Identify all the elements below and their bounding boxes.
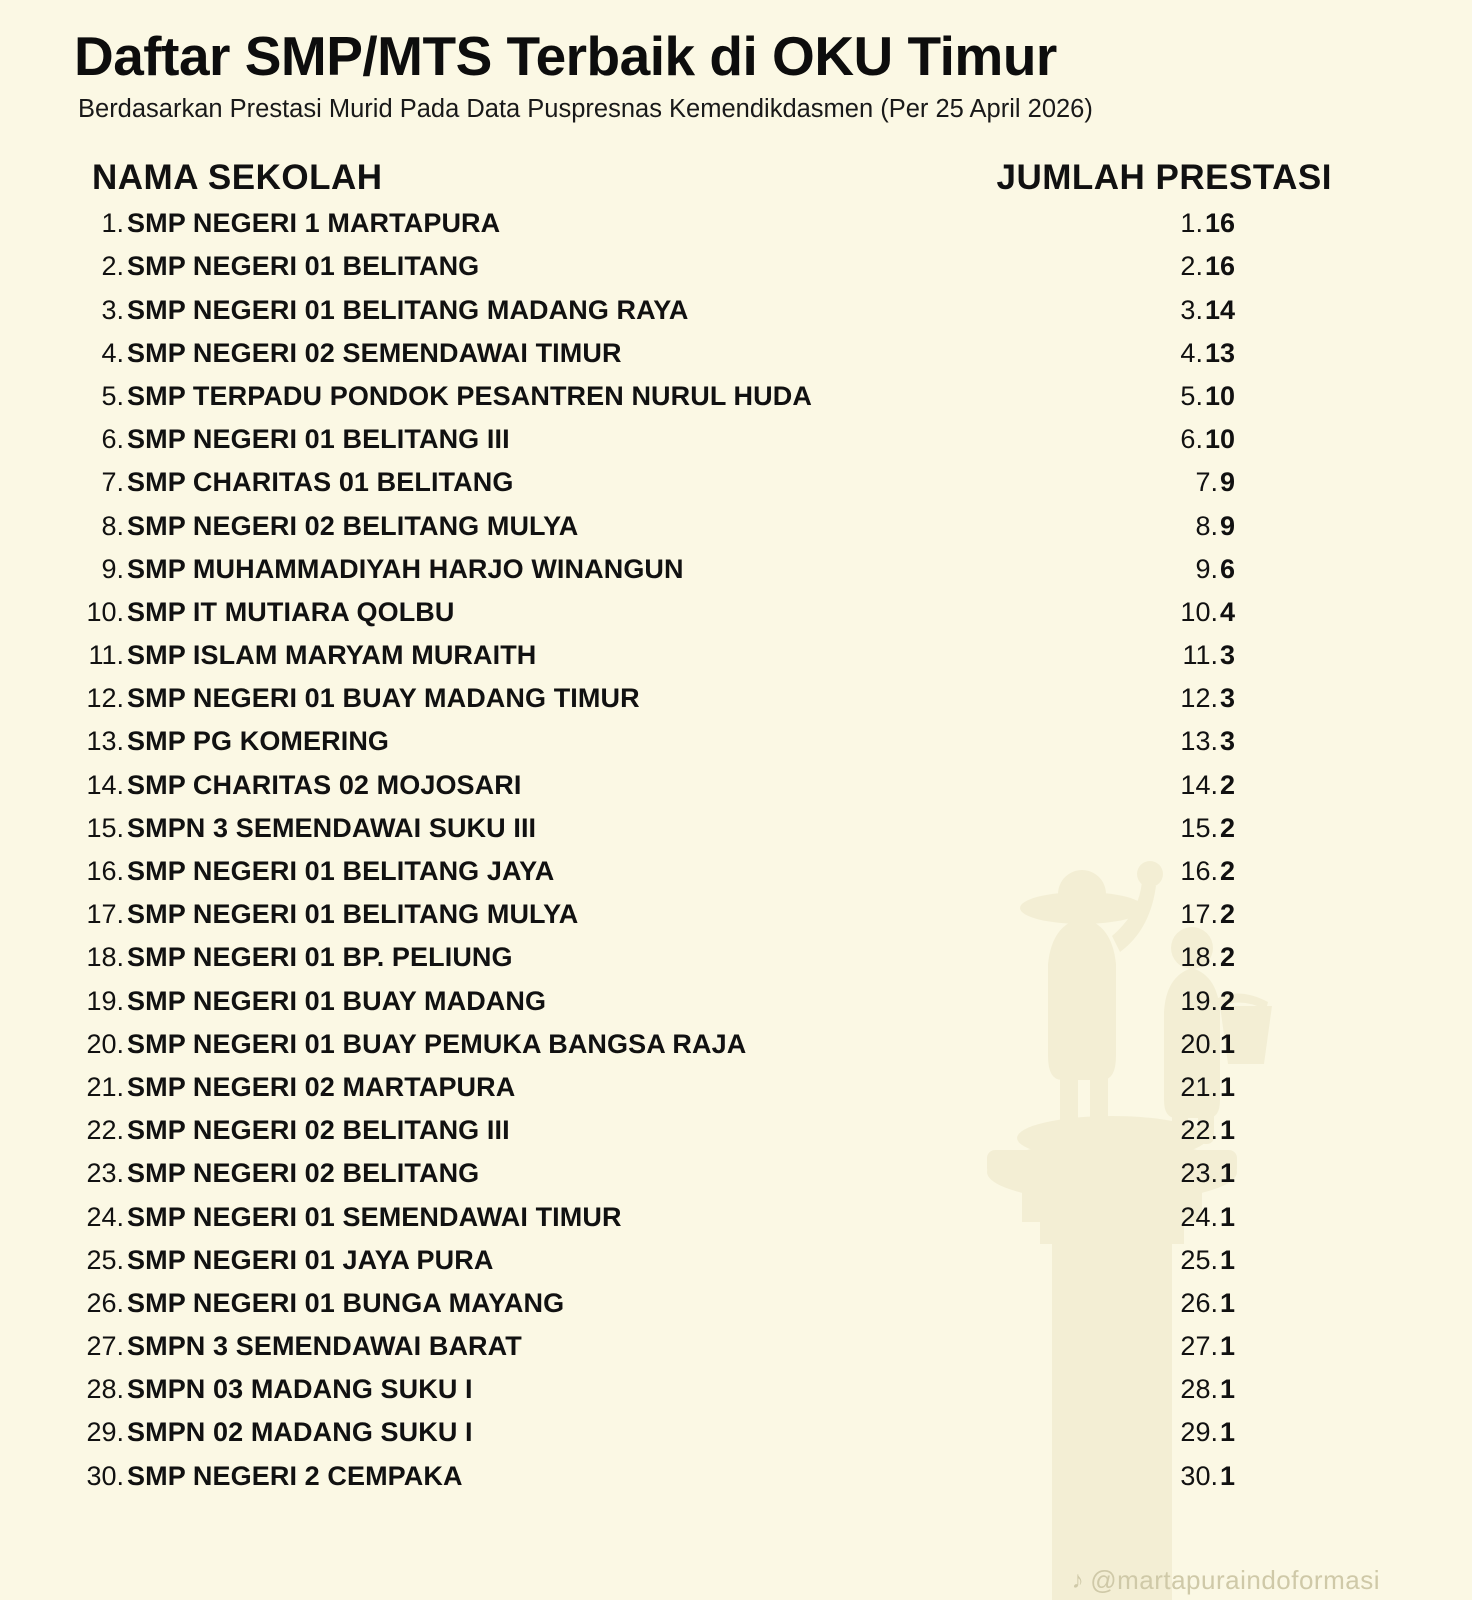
row-rank-right: 2. bbox=[1180, 251, 1203, 282]
row-school-name: SMPN 02 MADANG SUKU I bbox=[127, 1417, 473, 1448]
row-count-cell bbox=[1125, 899, 1235, 930]
row-rank-right: 22. bbox=[1180, 1115, 1218, 1146]
row-rank: 7. bbox=[101, 467, 124, 498]
row-rank-right: 14. bbox=[1180, 769, 1218, 800]
table-row bbox=[52, 1158, 1420, 1201]
row-rank-right: 6. bbox=[1180, 424, 1203, 455]
table-row bbox=[52, 424, 1420, 467]
row-rank: 9. bbox=[101, 553, 124, 584]
table-row bbox=[52, 640, 1420, 683]
row-rank: 30. bbox=[86, 1460, 124, 1491]
row-school-name: SMP NEGERI 01 SEMENDAWAI TIMUR bbox=[127, 1201, 622, 1232]
row-achievement-count: 1 bbox=[1219, 1460, 1235, 1491]
row-achievement-count: 9 bbox=[1219, 467, 1235, 498]
row-count-cell bbox=[1125, 338, 1235, 369]
row-count-cell bbox=[1125, 295, 1235, 326]
row-school-name: SMP NEGERI 01 BUAY MADANG TIMUR bbox=[127, 683, 640, 714]
row-rank: 8. bbox=[101, 510, 124, 541]
row-rank: 16. bbox=[86, 856, 124, 886]
row-achievement-count: 1 bbox=[1219, 1158, 1235, 1189]
row-rank-right: 16. bbox=[1180, 856, 1218, 886]
row-count-cell bbox=[1125, 770, 1235, 801]
row-school-name: SMP NEGERI 01 BUAY MADANG bbox=[127, 985, 547, 1016]
row-count-cell bbox=[1125, 726, 1235, 757]
row-rank-right: 27. bbox=[1180, 1331, 1218, 1362]
row-school-name: SMP NEGERI 01 BUAY PEMUKA BANGSA RAJA bbox=[127, 1028, 747, 1059]
row-rank-right: 29. bbox=[1180, 1417, 1218, 1448]
row-rank-right: 3. bbox=[1180, 294, 1203, 325]
row-rank: 19. bbox=[86, 985, 124, 1016]
row-school-name: SMP NEGERI 2 CEMPAKA bbox=[127, 1460, 463, 1491]
table-row bbox=[52, 338, 1420, 381]
row-school-name: SMP NEGERI 02 SEMENDAWAI TIMUR bbox=[127, 337, 622, 368]
row-count-cell bbox=[1125, 511, 1235, 542]
row-count-cell bbox=[1125, 1158, 1235, 1189]
row-school-name: SMPN 3 SEMENDAWAI SUKU III bbox=[127, 812, 537, 843]
row-school-name: SMP NEGERI 02 MARTAPURA bbox=[127, 1071, 516, 1102]
row-rank: 14. bbox=[86, 769, 124, 800]
row-rank: 13. bbox=[86, 726, 124, 757]
row-count-cell bbox=[1125, 640, 1235, 671]
row-rank: 15. bbox=[86, 812, 124, 843]
row-rank-right: 23. bbox=[1180, 1158, 1218, 1189]
row-school-name: SMP CHARITAS 02 MOJOSARI bbox=[127, 769, 522, 800]
row-count-cell bbox=[1125, 942, 1235, 973]
row-achievement-count: 2 bbox=[1219, 812, 1235, 843]
row-school-name: SMP NEGERI 02 BELITANG bbox=[127, 1158, 480, 1189]
page-subtitle: Berdasarkan Prestasi Murid Pada Data Puspresnas Kemendikdasmen (Per 25 April 2026) bbox=[78, 94, 1093, 123]
row-count-cell bbox=[1125, 1331, 1235, 1362]
school-list bbox=[52, 208, 1420, 1504]
row-count-cell bbox=[1125, 1461, 1235, 1492]
row-rank-right: 4. bbox=[1180, 337, 1203, 368]
row-count-cell bbox=[1125, 813, 1235, 844]
row-achievement-count: 1 bbox=[1219, 1331, 1235, 1362]
row-rank-right: 26. bbox=[1180, 1287, 1218, 1318]
column-header-count: JUMLAH PRESTASI bbox=[996, 158, 1332, 198]
row-achievement-count: 14 bbox=[1204, 294, 1235, 325]
row-achievement-count: 1 bbox=[1219, 1244, 1235, 1275]
watermark-text: @martapuraindoformasi bbox=[1090, 1565, 1380, 1595]
row-rank: 5. bbox=[101, 380, 124, 411]
row-achievement-count: 4 bbox=[1219, 596, 1235, 627]
row-achievement-count: 1 bbox=[1219, 1071, 1235, 1102]
column-header-name: NAMA SEKOLAH bbox=[92, 158, 383, 198]
row-achievement-count: 16 bbox=[1204, 251, 1235, 282]
row-rank: 4. bbox=[101, 337, 124, 368]
row-count-cell bbox=[1125, 424, 1235, 455]
row-school-name: SMP NEGERI 1 MARTAPURA bbox=[127, 208, 501, 239]
row-rank-right: 21. bbox=[1180, 1071, 1218, 1102]
row-rank: 17. bbox=[86, 899, 124, 930]
row-count-cell bbox=[1125, 1245, 1235, 1276]
row-rank-right: 10. bbox=[1180, 596, 1218, 627]
row-achievement-count: 3 bbox=[1219, 683, 1235, 714]
row-rank: 2. bbox=[101, 251, 124, 282]
watermark bbox=[1072, 1565, 1380, 1596]
row-rank-right: 19. bbox=[1180, 985, 1218, 1016]
row-school-name: SMP PG KOMERING bbox=[127, 726, 390, 757]
row-count-cell bbox=[1125, 597, 1235, 628]
row-achievement-count: 1 bbox=[1219, 1115, 1235, 1146]
row-rank-right: 5. bbox=[1180, 380, 1203, 411]
table-row bbox=[52, 1245, 1420, 1288]
row-school-name: SMP NEGERI 01 BELITANG MULYA bbox=[127, 899, 579, 930]
row-achievement-count: 1 bbox=[1219, 1374, 1235, 1405]
row-rank-right: 9. bbox=[1195, 553, 1218, 584]
row-count-cell bbox=[1125, 683, 1235, 714]
table-row bbox=[52, 597, 1420, 640]
row-rank: 18. bbox=[86, 942, 124, 973]
row-school-name: SMP NEGERI 02 BELITANG III bbox=[127, 1115, 510, 1146]
table-row bbox=[52, 511, 1420, 554]
row-school-name: SMP CHARITAS 01 BELITANG bbox=[127, 467, 514, 498]
row-rank: 24. bbox=[86, 1201, 124, 1232]
row-rank: 23. bbox=[86, 1158, 124, 1189]
row-school-name: SMP IT MUTIARA QOLBU bbox=[127, 596, 455, 627]
row-achievement-count: 1 bbox=[1219, 1028, 1235, 1059]
row-achievement-count: 16 bbox=[1204, 208, 1235, 239]
table-row bbox=[52, 942, 1420, 985]
row-rank-right: 30. bbox=[1180, 1460, 1218, 1491]
table-row bbox=[52, 683, 1420, 726]
table-row bbox=[52, 295, 1420, 338]
row-rank: 28. bbox=[86, 1374, 124, 1405]
page-title: Daftar SMP/MTS Terbaik di OKU Timur bbox=[74, 25, 1057, 87]
row-rank: 21. bbox=[86, 1071, 124, 1102]
row-count-cell bbox=[1125, 986, 1235, 1017]
row-school-name: SMP ISLAM MARYAM MURAITH bbox=[127, 640, 537, 671]
row-achievement-count: 10 bbox=[1204, 380, 1235, 411]
row-rank: 12. bbox=[86, 683, 124, 714]
row-achievement-count: 2 bbox=[1219, 769, 1235, 800]
row-achievement-count: 2 bbox=[1219, 856, 1235, 886]
row-achievement-count: 9 bbox=[1219, 510, 1235, 541]
row-rank: 27. bbox=[86, 1331, 124, 1362]
row-rank: 3. bbox=[101, 294, 124, 325]
row-count-cell bbox=[1125, 856, 1235, 887]
row-rank-right: 20. bbox=[1180, 1028, 1218, 1059]
row-rank-right: 18. bbox=[1180, 942, 1218, 973]
row-school-name: SMP NEGERI 02 BELITANG MULYA bbox=[127, 510, 579, 541]
row-count-cell bbox=[1125, 1417, 1235, 1448]
row-count-cell bbox=[1125, 381, 1235, 412]
row-rank-right: 17. bbox=[1180, 899, 1218, 930]
row-school-name: SMP NEGERI 01 BELITANG JAYA bbox=[127, 856, 555, 886]
row-school-name: SMPN 03 MADANG SUKU I bbox=[127, 1374, 473, 1405]
row-rank-right: 8. bbox=[1195, 510, 1218, 541]
row-count-cell bbox=[1125, 251, 1235, 282]
table-row bbox=[52, 1374, 1420, 1417]
row-rank-right: 25. bbox=[1180, 1244, 1218, 1275]
table-row bbox=[52, 1461, 1420, 1504]
table-row bbox=[52, 381, 1420, 424]
row-school-name: SMP MUHAMMADIYAH HARJO WINANGUN bbox=[127, 553, 684, 584]
row-count-cell bbox=[1125, 208, 1235, 239]
row-rank-right: 11. bbox=[1182, 640, 1218, 671]
table-row bbox=[52, 1029, 1420, 1072]
row-achievement-count: 2 bbox=[1219, 985, 1235, 1016]
row-count-cell bbox=[1125, 554, 1235, 585]
row-rank-right: 28. bbox=[1180, 1374, 1218, 1405]
music-note-icon: ♪ bbox=[1071, 1566, 1085, 1594]
row-achievement-count: 1 bbox=[1219, 1287, 1235, 1318]
table-row bbox=[52, 251, 1420, 294]
row-count-cell bbox=[1125, 467, 1235, 498]
row-rank: 29. bbox=[86, 1417, 124, 1448]
row-rank: 10. bbox=[86, 596, 124, 627]
table-row bbox=[52, 1202, 1420, 1245]
table-row bbox=[52, 467, 1420, 510]
row-rank: 26. bbox=[86, 1287, 124, 1318]
table-row bbox=[52, 1072, 1420, 1115]
row-achievement-count: 2 bbox=[1219, 942, 1235, 973]
table-row bbox=[52, 813, 1420, 856]
table-header bbox=[52, 158, 1420, 198]
row-achievement-count: 2 bbox=[1219, 899, 1235, 930]
row-count-cell bbox=[1125, 1288, 1235, 1319]
row-achievement-count: 13 bbox=[1204, 337, 1235, 368]
table-row bbox=[52, 1331, 1420, 1374]
row-rank-right: 12. bbox=[1180, 683, 1218, 714]
table-row bbox=[52, 770, 1420, 813]
table-row bbox=[52, 1115, 1420, 1158]
row-rank: 25. bbox=[86, 1244, 124, 1275]
table-row bbox=[52, 899, 1420, 942]
row-rank: 20. bbox=[86, 1028, 124, 1059]
row-achievement-count: 1 bbox=[1219, 1201, 1235, 1232]
table-row bbox=[52, 986, 1420, 1029]
table-row bbox=[52, 1288, 1420, 1331]
row-count-cell bbox=[1125, 1115, 1235, 1146]
row-rank-right: 13. bbox=[1180, 726, 1218, 757]
row-school-name: SMP NEGERI 01 BELITANG III bbox=[127, 424, 510, 455]
row-count-cell bbox=[1125, 1029, 1235, 1060]
row-school-name: SMP TERPADU PONDOK PESANTREN NURUL HUDA bbox=[127, 380, 812, 411]
row-school-name: SMP NEGERI 01 BELITANG bbox=[127, 251, 480, 282]
row-achievement-count: 3 bbox=[1219, 640, 1235, 671]
table-row bbox=[52, 554, 1420, 597]
row-count-cell bbox=[1125, 1202, 1235, 1233]
row-count-cell bbox=[1125, 1374, 1235, 1405]
row-school-name: SMPN 3 SEMENDAWAI BARAT bbox=[127, 1331, 522, 1362]
row-rank: 6. bbox=[101, 424, 124, 455]
row-rank: 11. bbox=[88, 640, 124, 671]
row-achievement-count: 1 bbox=[1219, 1417, 1235, 1448]
table-row bbox=[52, 726, 1420, 769]
row-rank-right: 7. bbox=[1195, 467, 1218, 498]
row-achievement-count: 10 bbox=[1204, 424, 1235, 455]
row-achievement-count: 6 bbox=[1219, 553, 1235, 584]
row-rank-right: 24. bbox=[1180, 1201, 1218, 1232]
row-rank: 22. bbox=[86, 1115, 124, 1146]
table-row bbox=[52, 1417, 1420, 1460]
row-school-name: SMP NEGERI 01 BUNGA MAYANG bbox=[127, 1287, 565, 1318]
table-row bbox=[52, 208, 1420, 251]
row-rank-right: 15. bbox=[1180, 812, 1218, 843]
row-school-name: SMP NEGERI 01 BELITANG MADANG RAYA bbox=[127, 294, 689, 325]
row-school-name: SMP NEGERI 01 BP. PELIUNG bbox=[127, 942, 513, 973]
row-count-cell bbox=[1125, 1072, 1235, 1103]
row-rank-right: 1. bbox=[1180, 208, 1203, 239]
row-rank: 1. bbox=[101, 208, 124, 239]
table-row bbox=[52, 856, 1420, 899]
row-achievement-count: 3 bbox=[1219, 726, 1235, 757]
row-school-name: SMP NEGERI 01 JAYA PURA bbox=[127, 1244, 494, 1275]
